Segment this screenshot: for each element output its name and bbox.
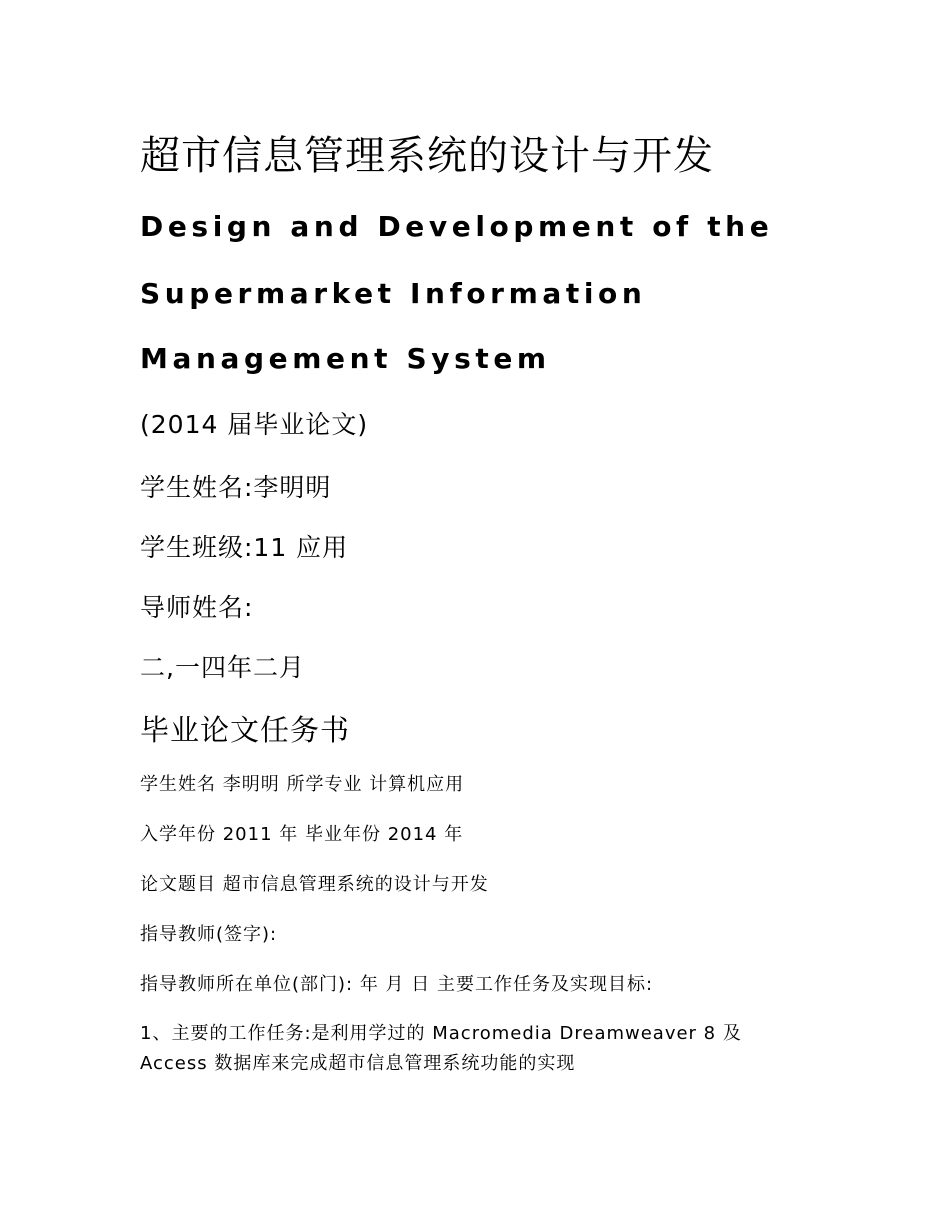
tutor-name: 导师姓名:	[140, 593, 254, 622]
task-line-main-task: 1、主要的工作任务:是利用学过的 Macromedia Dreamweaver 8 及	[140, 1023, 742, 1044]
task-line-topic: 论文题目 超市信息管理系统的设计与开发	[140, 874, 489, 895]
title-chinese: 超市信息管理系统的设计与开发	[140, 133, 714, 179]
title-english-line-1: Design and Development of the	[140, 210, 774, 243]
year-note: (2014 届毕业论文)	[140, 410, 369, 439]
document-page	[140, 0, 820, 1230]
student-name: 学生姓名:李明明	[140, 473, 332, 502]
student-class: 学生班级:11 应用	[140, 533, 349, 562]
task-line-tutor-signature: 指导教师(签字):	[140, 924, 278, 945]
task-line-student: 学生姓名 李明明 所学专业 计算机应用	[140, 774, 465, 795]
task-book-heading: 毕业论文任务书	[140, 713, 351, 747]
task-line-tutor-unit: 指导教师所在单位(部门): 年 月 日 主要工作任务及实现目标:	[140, 974, 654, 995]
title-english-line-3: Management System	[140, 342, 551, 375]
title-english-line-2: Supermarket Information	[140, 277, 647, 310]
date-line: 二,一四年二月	[140, 653, 305, 682]
task-line-main-task-cont: Access 数据库来完成超市信息管理系统功能的实现	[140, 1053, 576, 1074]
task-line-years: 入学年份 2011 年 毕业年份 2014 年	[140, 824, 464, 845]
